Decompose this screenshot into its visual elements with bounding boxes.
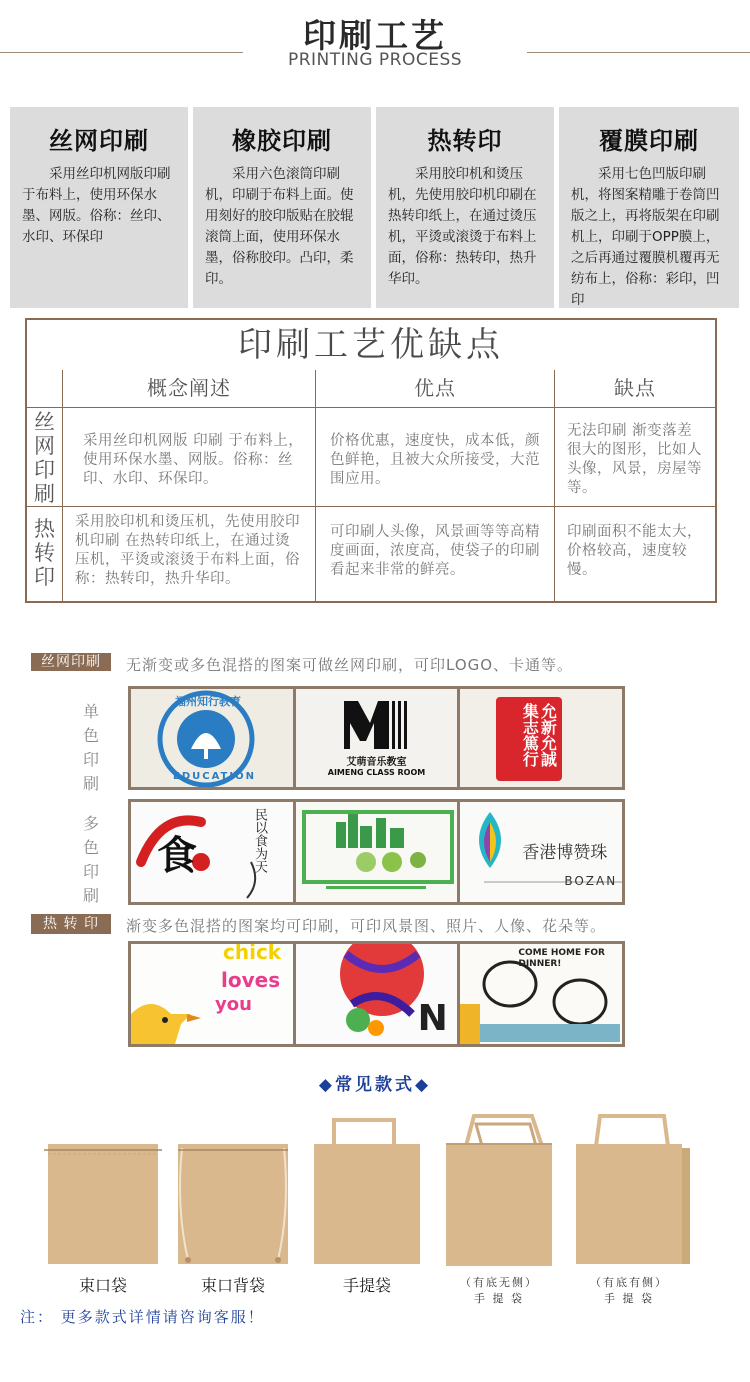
- bag-illustrations: [0, 1108, 750, 1278]
- process-name: 橡胶印刷: [232, 127, 332, 155]
- process-desc: 采用七色凹版印刷机，将图案精雕于卷筒凹版之上，再将版架在印刷机上，印刷于OPP膜上，之后再通过覆膜机覆再无纺布上，俗称：彩印，凹印: [571, 166, 720, 308]
- sample-calligraphy: [131, 802, 293, 902]
- sample-hk-logo: [460, 802, 622, 902]
- screen-print-desc: 无渐变或多色混搭的图案可做丝网印刷，可印LOGO、卡通等。: [126, 656, 574, 674]
- bag-subname: 手 提 袋: [604, 1292, 654, 1305]
- table-title: 印刷工艺优缺点: [238, 325, 504, 365]
- n-letter: N: [417, 998, 448, 1039]
- bag-name: 手提袋: [342, 1276, 391, 1295]
- dinner-text: COME HOME FOR DINNER!: [518, 948, 605, 969]
- comparison-table: [25, 318, 717, 603]
- sample-chick-loves-you: [131, 944, 293, 1044]
- sample-green-city: [296, 802, 458, 902]
- styles-title: ◆常见款式◆: [318, 1075, 432, 1095]
- process-card-screen: [10, 107, 188, 308]
- process-name: 丝网印刷: [49, 127, 149, 155]
- header-divider-left: [0, 52, 243, 53]
- contact-note: 注： 更多款式详情请咨询客服！: [20, 1308, 265, 1326]
- table-cell-pros: 可印刷人头像，风景画等等高精度画面，浓度高，使袋子的印刷 看起来非常的鲜亮。: [316, 507, 555, 601]
- process-name: 覆膜印刷: [599, 127, 699, 155]
- flat-bottom-bag-icon: [446, 1116, 552, 1266]
- bag-name: （有底有侧）: [590, 1276, 668, 1289]
- drawstring-backpack-icon: [178, 1144, 288, 1264]
- table-row-name: 丝网印刷: [27, 408, 63, 507]
- table-cell-concept: 采用胶印机和烫压机，先使用胶印机印刷 在热转印纸上，在通过烫压机，平烫或滚烫于布料上面，俗称：热转印，热升华印。: [63, 507, 316, 601]
- table-cell-cons: 印刷面积不能太大，价格较高，速度较慢。: [567, 524, 702, 578]
- chick-text: chick: [223, 944, 282, 964]
- page-subtitle: PRINTING PROCESS: [287, 50, 463, 70]
- single-color-label: 单色印刷: [82, 702, 99, 793]
- process-desc: 采用丝印机网版印刷于布料上，使用环保水墨、网版。俗称：丝印、水印、环保印: [22, 166, 171, 245]
- table-header-cons: 缺点: [555, 370, 715, 408]
- table-header-pros: 优点: [316, 370, 555, 408]
- process-desc: 采用六色滚筒印刷机，印刷于布料上面。使用刻好的胶印版贴在胶辊滚筒上面，使用环保水墨，俗称胶印。凸印，柔印。: [205, 166, 354, 287]
- multi-color-label: 多色印刷: [82, 814, 99, 905]
- sample-aimeng-logo: [296, 689, 458, 787]
- drawstring-bag-icon: [44, 1144, 162, 1264]
- table-header-concept: 概念阐述: [63, 370, 316, 408]
- bozan-text: BOZAN: [564, 874, 618, 888]
- sample-edu-logo: [131, 689, 293, 787]
- heat-transfer-desc: 渐变多色混搭的图案均可印刷，可印风景图、照片、人像、花朵等。: [126, 917, 607, 935]
- handle-bag-icon: [314, 1120, 420, 1264]
- header-divider-right: [527, 52, 750, 53]
- heat-transfer-strip: [128, 941, 625, 1047]
- table-cell-cons: 无法印刷 渐变落差很大的图形，比如人头像，风景，房屋等等。: [555, 408, 715, 507]
- sample-red-seal: [460, 689, 622, 787]
- edu-text-top: 福州知行教育: [175, 695, 241, 708]
- calligraphy-main-char: 食: [157, 833, 197, 879]
- aimeng-cn-text: 艾萌音乐教室: [346, 757, 407, 768]
- multi-color-strip: [128, 799, 625, 905]
- screen-print-tag: 丝网印刷: [31, 653, 111, 671]
- heat-transfer-tag: 热 转 印: [31, 914, 111, 934]
- process-desc: 采用胶印机和烫压机，先使用胶印机印刷在热转印纸上，在通过烫压机，平烫或滚烫于布料上面，俗称：热转印，热升华印。: [388, 166, 537, 287]
- aimeng-en-text: AIMENG CLASS ROOM: [327, 768, 426, 777]
- bag-name: 束口袋: [78, 1276, 127, 1295]
- bag-name: （有底无侧）: [460, 1276, 538, 1289]
- process-card-rubber: [193, 107, 371, 308]
- process-card-transfer: [376, 107, 554, 308]
- bag-name: 束口背袋: [200, 1276, 265, 1295]
- process-name: 热转印: [427, 127, 503, 155]
- you-text: you: [215, 994, 252, 1015]
- process-card-laminate: [559, 107, 739, 308]
- table-cell-pros: 价格优惠，速度快，成本低，颜色鲜艳，且被大众所接受，大范围应用。: [316, 408, 555, 507]
- calligraphy-brush-art: [131, 802, 293, 902]
- sample-basketball: [296, 944, 458, 1044]
- single-color-strip: [128, 686, 625, 790]
- page-title: 印刷工艺: [303, 16, 447, 55]
- seal-text: 允新允誠 集志篤行: [520, 703, 558, 767]
- bag-subname: 手 提 袋: [474, 1292, 524, 1305]
- sample-dinner: [460, 944, 622, 1044]
- loves-text: loves: [221, 968, 281, 992]
- green-city-art: [296, 802, 458, 902]
- hk-text: 香港博赞珠: [522, 843, 608, 863]
- edu-text-bottom: EDUCATION: [173, 771, 256, 782]
- table-corner: [27, 370, 63, 408]
- table-cell-concept: 采用丝印机网版 印刷 于布料上，使用环保水墨、网版。俗称：丝印、水印、环保印。: [63, 408, 316, 507]
- table-row-name: 热转印: [27, 507, 63, 601]
- calligraphy-verse: 民以食为天: [252, 808, 267, 873]
- side-gusset-bag-icon: [576, 1116, 690, 1264]
